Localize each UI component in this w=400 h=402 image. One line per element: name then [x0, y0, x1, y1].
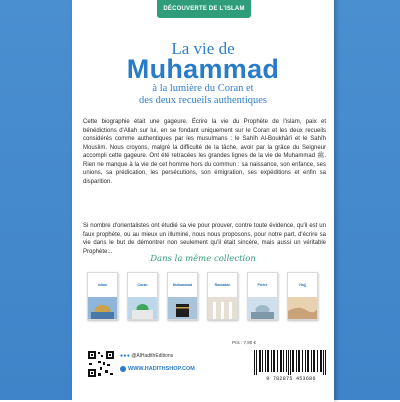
cover-thumbnail — [287, 272, 318, 320]
kaaba-image — [168, 297, 197, 319]
mosque-image — [248, 297, 277, 319]
cover-thumbnail — [207, 272, 238, 320]
columns-image — [208, 297, 237, 319]
dome-image — [88, 297, 117, 319]
mosque-image — [128, 297, 157, 319]
website-text: WWW.HADITHSHOP.COM — [128, 366, 195, 372]
price-label: Prix : 7,90 € — [232, 340, 257, 345]
subtitle-line-1: à la lumière du Coran et — [152, 83, 254, 94]
subtitle — [72, 83, 334, 107]
cover-thumbnail — [87, 272, 118, 320]
subtitle-line-2: des deux recueils authentiques — [139, 95, 267, 106]
cover-title: Islam — [98, 283, 107, 287]
social-handle — [120, 353, 173, 359]
book-back-cover — [72, 0, 334, 402]
social-icons: ● ● ● — [120, 353, 130, 359]
website-line — [120, 366, 195, 372]
collection-covers — [87, 272, 322, 320]
title-main: Muhammad — [126, 54, 280, 84]
cover-title: Coran — [137, 283, 148, 287]
collection-tag: DÉCOUVERTE DE L'ISLAM — [157, 0, 251, 18]
isbn-number: 9 782875 453686 — [266, 376, 316, 382]
synopsis-paragraph-1: Cette biographie était une gageure. Écrire la vie du Prophète de l'islam, paix et bénédictions d'Allah sur lui, en se fondant uniquement sur le Coran et les deux recueils considérés comme authentiques par les musulmans : le Sahîh Al-Boukhârî et le Sahîh Mouslim. Nous croyons, malgré la difficulté de la tâche, avoir par la grâce du Seigneur accompli cette gageure. Ont été retracées les grandes lignes de la vie de Muhammad ﷺ. Rien ne manque à la vie de cet homme hors du commun : sa naissance, son enfance, ses unions, sa prédication, les persécutions, son émigration, ses expéditions et enfin sa disparition. — [83, 119, 326, 185]
cover-title: Hajj — [299, 283, 306, 287]
collection-heading: Dans la même collection — [150, 254, 256, 264]
barcode — [253, 350, 327, 375]
synopsis-paragraph-2: Si nombre d'orientalistes ont étudié sa vie pour prouver, contre toute évidence, qu'il est un faux prophète, ou au mieux un illuminé, nous nous proposons, pour notre part, d'écrire sa vie dans le but de démontrer non seulement qu'il était sincère, mais aussi un véritable Prophète... — [83, 223, 326, 255]
desert-image — [288, 297, 317, 319]
globe-icon — [120, 366, 126, 372]
social-handle-text: @AlHadithEditions — [131, 353, 174, 359]
cover-title: Prière — [257, 283, 268, 287]
cover-thumbnail — [167, 272, 198, 320]
qr-code-icon — [87, 350, 115, 378]
title-line-1: La vie de — [171, 39, 235, 58]
cover-thumbnail — [127, 272, 158, 320]
cover-title: Ramadan — [214, 283, 231, 287]
cover-title: Muhammad — [172, 283, 193, 287]
cover-thumbnail — [247, 272, 278, 320]
